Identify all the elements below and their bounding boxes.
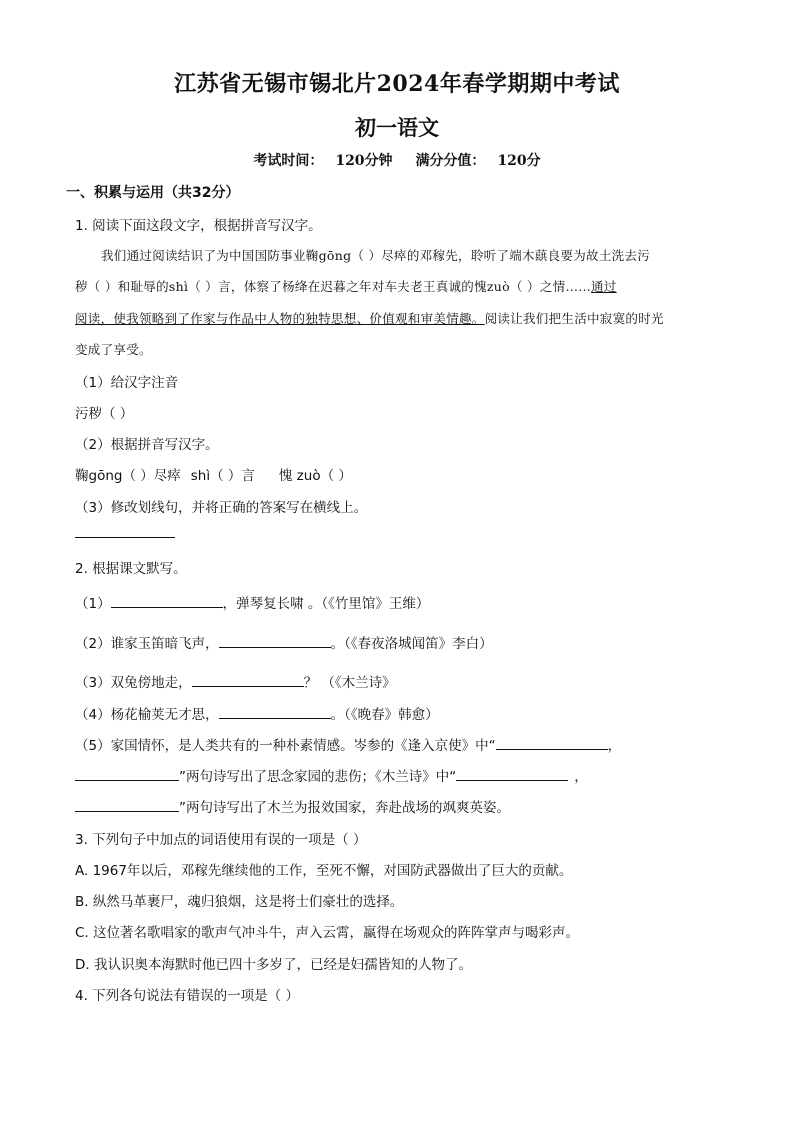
q1-stem: 1. 阅读下面这段文字，根据拼音写汉字。 bbox=[75, 218, 322, 234]
q2-item1 bbox=[75, 592, 429, 612]
q1-sub1: （1）给汉字注音 bbox=[75, 375, 179, 391]
fill-blank[interactable] bbox=[75, 797, 179, 812]
underlined-sentence: 阅读，使我领略到了作家与作品中人物的独特思想、价值观和审美情趣。 bbox=[75, 311, 485, 326]
exam-info bbox=[0, 150, 794, 170]
item-text: 。（《春夜洛城闻笛》李白） bbox=[330, 636, 493, 652]
fill-blank[interactable] bbox=[219, 633, 331, 648]
item-number: （1） bbox=[75, 596, 111, 612]
item-text: ”两句诗写出了思念家园的悲伤；《木兰诗》中“ bbox=[179, 769, 457, 785]
section-heading: 一、积累与运用（共32分） bbox=[66, 185, 240, 201]
time-label: 考试时间： bbox=[253, 153, 324, 169]
q3-option-c[interactable]: C. 这位著名歌唱家的歌声气冲斗牛，声入云霄，赢得在场观众的阵阵掌声与喝彩声。 bbox=[75, 925, 580, 941]
q3-stem: 3. 下列句子中加点的词语使用有误的一项是（ ） bbox=[75, 832, 367, 848]
item-text: ？ （《木兰诗》 bbox=[303, 675, 396, 691]
q3-option-a[interactable]: A. 1967年以后，邓稼先继续他的工作，至死不懈，对国防武器做出了巨大的贡献。 bbox=[75, 863, 573, 879]
fill-blank[interactable] bbox=[496, 735, 608, 750]
item-text: ， bbox=[574, 769, 588, 785]
q2-item2 bbox=[75, 632, 493, 652]
item-text: （5）家国情怀，是人类共有的一种朴素情感。岑参的《逢入京使》中“ bbox=[75, 738, 496, 754]
q1-passage-line3 bbox=[75, 309, 664, 327]
answer-line[interactable] bbox=[75, 537, 175, 538]
fill-blank[interactable] bbox=[111, 593, 223, 608]
subject-title: 初一语文 bbox=[355, 115, 439, 140]
fill-blank[interactable] bbox=[219, 704, 331, 719]
item-text: ”两句诗写出了木兰为报效国家，奔赴战场的飒爽英姿。 bbox=[179, 800, 510, 816]
underlined-sentence-start: 通过 bbox=[591, 279, 617, 294]
passage-text: 阅读让我们把生活中寂寞的时光 bbox=[484, 311, 664, 326]
score-value: 120分 bbox=[497, 153, 541, 169]
item-text: （4）杨花榆荚无才思， bbox=[75, 707, 219, 723]
q1-sub3: （3）修改划线句，并将正确的答案写在横线上。 bbox=[75, 500, 368, 516]
q1-sub2-items bbox=[75, 464, 352, 484]
q2-item3 bbox=[75, 671, 396, 691]
q2-item4 bbox=[75, 703, 439, 723]
q2-item5-line2 bbox=[75, 765, 588, 785]
q4-stem: 4. 下列各句说法有错误的一项是（ ） bbox=[75, 988, 299, 1004]
q1-sub2-c: 愧 zuò（ ） bbox=[278, 468, 352, 484]
fill-blank[interactable] bbox=[75, 766, 179, 781]
item-text: （2）谁家玉笛暗飞声， bbox=[75, 636, 219, 652]
q2-item5-line1 bbox=[75, 734, 621, 754]
q2-item5-line3 bbox=[75, 796, 510, 816]
fill-blank[interactable] bbox=[192, 672, 304, 687]
q1-passage-line4: 变成了享受。 bbox=[75, 342, 152, 357]
score-label: 满分分值： bbox=[415, 153, 486, 169]
item-text: ，弹琴复长啸 。（《竹里馆》王维） bbox=[222, 596, 430, 612]
passage-text: 秽（ ）和耻辱的shì（ ）言，体察了杨绛在迟暮之年对车夫老王真诚的愧zuò（ ）之情…… bbox=[75, 279, 592, 294]
item-text: （3）双兔傍地走， bbox=[75, 675, 192, 691]
q1-sub1-item: 污秽（ ） bbox=[75, 406, 134, 422]
q1-sub2-b: shì（ ）言 bbox=[190, 468, 255, 484]
q1-sub2-a: 鞠gōng（ ）尽瘁 bbox=[75, 468, 181, 484]
q1-passage-line2 bbox=[75, 277, 617, 295]
q3-option-d[interactable]: D. 我认识奥本海默时他已四十多岁了，已经是妇孺皆知的人物了。 bbox=[75, 957, 472, 973]
time-value: 120分钟 bbox=[335, 153, 393, 169]
fill-blank[interactable] bbox=[456, 766, 568, 781]
q1-sub2: （2）根据拼音写汉字。 bbox=[75, 437, 219, 453]
item-text: ， bbox=[607, 738, 622, 754]
item-text: 。（《晚春》韩愈） bbox=[330, 707, 439, 723]
q2-stem: 2. 根据课文默写。 bbox=[75, 561, 187, 577]
q1-passage-line1: 我们通过阅读结识了为中国国防事业鞠gōng（ ）尽瘁的邓稼先，聆听了端木蕻良要为故土洗去污 bbox=[101, 248, 651, 263]
exam-title: 江苏省无锡市锡北片2024年春学期期中考试 bbox=[174, 71, 620, 97]
q3-option-b[interactable]: B. 纵然马革裹尸，魂归狼烟，这是将士们豪壮的选择。 bbox=[75, 894, 404, 910]
